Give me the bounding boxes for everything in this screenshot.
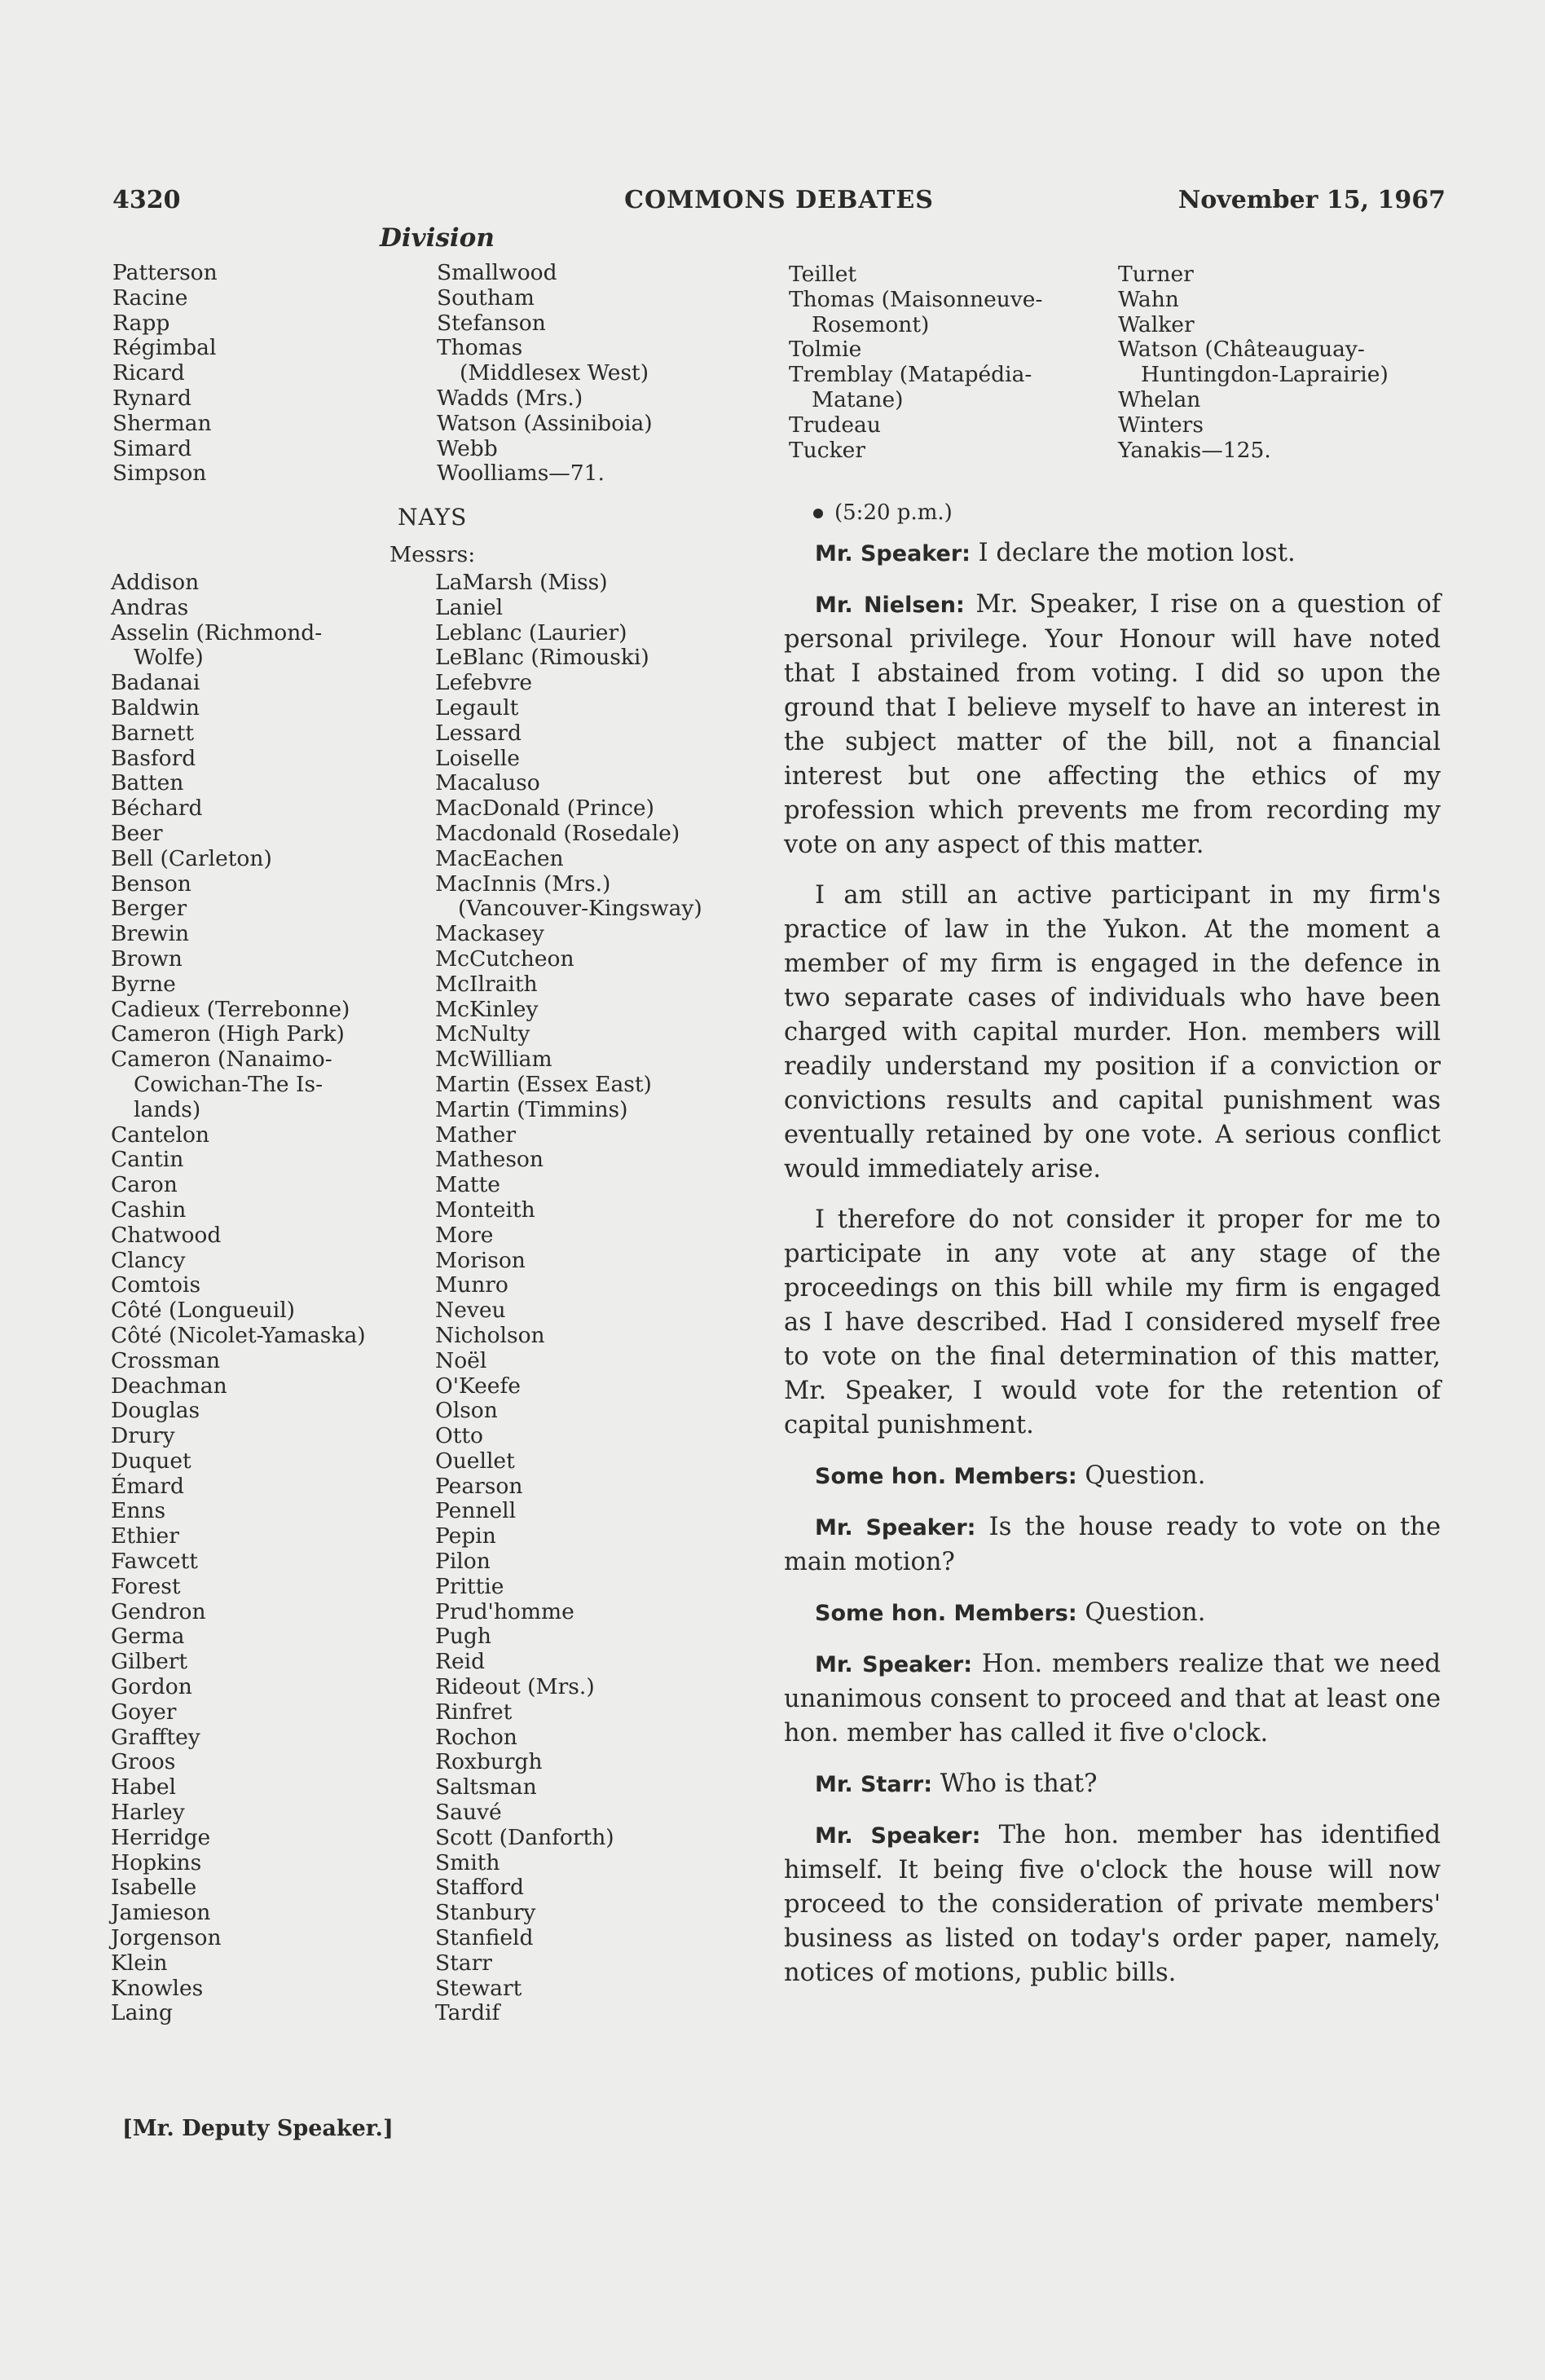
member-name: Trudeau bbox=[789, 412, 881, 438]
speaker-name: Mr. Starr: bbox=[815, 1772, 932, 1797]
member-name: Watson (Châteauguay- bbox=[1118, 337, 1365, 363]
debate-paragraph bbox=[784, 588, 1441, 862]
member-name: Cameron (Nanaimo- bbox=[111, 1047, 332, 1073]
member-name: Mackasey bbox=[435, 921, 544, 947]
member-name: Caron bbox=[111, 1172, 178, 1198]
member-name: Tremblay (Matapédia- bbox=[789, 362, 1032, 388]
member-name: Barnett bbox=[111, 720, 194, 746]
member-name: LaMarsh (Miss) bbox=[435, 570, 608, 595]
member-name: Roxburgh bbox=[435, 1749, 543, 1775]
member-name: McCutcheon bbox=[435, 945, 574, 972]
member-name: Smallwood bbox=[437, 260, 557, 285]
paragraph-text: I am still an active participant in my firm's practice of law in the Yukon. At the moment a member of my firm is engaged in the defence in two separate cases of individuals who have been charged with capital murder. Hon. members will readily understand my position if a conviction or convictions results and capital punishment was eventually retained by one vote. A serious conflict would immediately arise. bbox=[784, 881, 1441, 1183]
member-name: Laniel bbox=[435, 594, 504, 620]
page-header bbox=[112, 186, 1446, 222]
member-name: Habel bbox=[111, 1774, 177, 1800]
member-name: Tolmie bbox=[789, 337, 862, 363]
member-name: LeBlanc (Rimouski) bbox=[435, 645, 649, 671]
debate-paragraph bbox=[784, 879, 1441, 1187]
member-name: Turner bbox=[1118, 262, 1194, 287]
member-name: Macaluso bbox=[435, 770, 540, 796]
member-name: Crossman bbox=[111, 1347, 221, 1373]
member-name: Pearson bbox=[435, 1473, 523, 1499]
member-name: Chatwood bbox=[111, 1222, 222, 1248]
member-name: Pennell bbox=[435, 1498, 517, 1524]
member-name: Neveu bbox=[435, 1298, 506, 1324]
member-name: Cameron (High Park) bbox=[111, 1021, 345, 1047]
member-name: Gilbert bbox=[111, 1649, 188, 1675]
member-name: Woolliams—71. bbox=[437, 461, 605, 487]
member-name: Hopkins bbox=[111, 1849, 202, 1875]
member-name: Thomas bbox=[437, 335, 523, 361]
member-name: O'Keefe bbox=[435, 1373, 521, 1399]
member-name: Brewin bbox=[111, 921, 190, 947]
member-name: Côté (Nicolet-Yamaska) bbox=[111, 1322, 366, 1348]
debate-paragraph bbox=[784, 1459, 1441, 1494]
speaker-name: Mr. Speaker: bbox=[815, 1652, 973, 1677]
member-name: Béchard bbox=[111, 796, 203, 822]
member-name: Herridge bbox=[111, 1824, 211, 1850]
member-name: Wahn bbox=[1118, 286, 1179, 312]
member-name: Yanakis—125. bbox=[1118, 437, 1271, 463]
nays-column-2 bbox=[435, 571, 702, 2026]
member-name: Côté (Longueuil) bbox=[111, 1298, 296, 1324]
paragraph-text: Hon. members realize that we need unanimous consent to proceed and that at least one hon. member has called it five o'clock. bbox=[784, 1650, 1442, 1748]
member-name: Duquet bbox=[111, 1448, 191, 1474]
member-name: Douglas bbox=[111, 1398, 200, 1424]
member-name: McIlraith bbox=[435, 971, 538, 997]
member-name: Martin (Timmins) bbox=[435, 1096, 628, 1122]
debate-text bbox=[784, 536, 1441, 2007]
debate-paragraph bbox=[784, 1596, 1441, 1631]
member-name: Smith bbox=[435, 1849, 500, 1875]
member-name: Gendron bbox=[111, 1598, 206, 1624]
member-name: Ethier bbox=[111, 1523, 179, 1549]
member-name: Klein bbox=[111, 1950, 168, 1976]
member-name: Sauvé bbox=[435, 1800, 502, 1826]
member-name: McWilliam bbox=[435, 1047, 552, 1073]
member-name: Thomas (Maisonneuve- bbox=[789, 286, 1043, 312]
debate-paragraph bbox=[784, 1203, 1441, 1443]
member-name: Starr bbox=[435, 1950, 492, 1976]
member-name: Cashin bbox=[111, 1197, 187, 1223]
member-name: Munro bbox=[435, 1272, 508, 1298]
member-name: Cowichan-The Is- bbox=[134, 1071, 324, 1097]
member-name: Drury bbox=[111, 1423, 175, 1449]
page-number: 4320 bbox=[112, 186, 181, 214]
member-name: Noël bbox=[435, 1347, 487, 1373]
member-name: Clancy bbox=[111, 1247, 186, 1273]
member-name: Stanfield bbox=[435, 1925, 534, 1951]
speaker-name: Some hon. Members: bbox=[815, 1601, 1077, 1626]
paragraph-text: The hon. member has identified himself. It being five o'clock the house will now proceed to the consideration of private members' business as listed on today's order paper, namely, notices of motions, public bills. bbox=[784, 1821, 1441, 1987]
member-name: Stafford bbox=[435, 1875, 525, 1901]
debate-paragraph bbox=[784, 1767, 1441, 1802]
paragraph-text: Mr. Speaker, I rise on a question of personal privilege. Your Honour will have noted that I abstained from voting. I did so upon the ground that I believe myself to have an interest in the subject matter of the bill, not a financial interest but one affecting the ethics of my profession which prevents me from recording my vote on any aspect of this matter. bbox=[784, 590, 1441, 859]
footer-note: [Mr. Deputy Speaker.] bbox=[122, 2116, 394, 2141]
member-name: McNulty bbox=[435, 1021, 530, 1047]
yeas-column-2 bbox=[437, 261, 653, 487]
speaker-name: Some hon. Members: bbox=[815, 1464, 1077, 1489]
member-name: Walker bbox=[1118, 311, 1195, 337]
page-date: November 15, 1967 bbox=[1177, 186, 1446, 214]
member-name: Asselin (Richmond- bbox=[111, 619, 323, 646]
member-name: Webb bbox=[437, 435, 498, 461]
member-name: Stanbury bbox=[435, 1900, 536, 1926]
member-name: Patterson bbox=[112, 260, 218, 285]
nays-column-1 bbox=[111, 571, 366, 2026]
member-name: Germa bbox=[111, 1624, 185, 1650]
member-name: (Middlesex West) bbox=[460, 360, 649, 386]
member-name: Leblanc (Laurier) bbox=[435, 619, 627, 646]
member-name: Legault bbox=[435, 694, 519, 721]
member-name: Grafftey bbox=[111, 1724, 200, 1750]
debate-paragraph bbox=[784, 1647, 1441, 1751]
member-name: Baldwin bbox=[111, 694, 200, 721]
paragraph-text: Question. bbox=[1076, 1598, 1206, 1627]
member-name: Martin (Essex East) bbox=[435, 1071, 652, 1097]
member-name: Winters bbox=[1118, 412, 1204, 438]
member-name: Ouellet bbox=[435, 1448, 515, 1474]
paragraph-text: I declare the motion lost. bbox=[970, 539, 1296, 567]
member-name: Simard bbox=[112, 435, 192, 461]
yeas-column-1 bbox=[112, 261, 218, 487]
member-name: Simpson bbox=[112, 461, 207, 487]
bullet-icon bbox=[813, 509, 823, 518]
member-name: MacEachen bbox=[435, 845, 564, 871]
paragraph-text: Question. bbox=[1076, 1461, 1206, 1490]
speaker-name: Mr. Speaker: bbox=[815, 1515, 976, 1540]
member-name: Forest bbox=[111, 1573, 181, 1599]
member-name: Andras bbox=[111, 594, 189, 620]
paragraph-text: Is the house ready to vote on the main motion? bbox=[784, 1513, 1442, 1576]
member-name: Prud'homme bbox=[435, 1598, 574, 1624]
member-name: Rynard bbox=[112, 385, 191, 411]
member-name: Scott (Danforth) bbox=[435, 1824, 614, 1850]
member-name: Loiselle bbox=[435, 745, 520, 771]
member-name: Rochon bbox=[435, 1724, 517, 1750]
time-marker: (5:20 p.m.) bbox=[813, 500, 953, 525]
member-name: Émard bbox=[111, 1473, 184, 1499]
page-title: COMMONS DEBATES bbox=[624, 186, 934, 214]
member-name: Enns bbox=[111, 1498, 166, 1524]
member-name: Racine bbox=[112, 284, 188, 311]
member-name: Matane) bbox=[812, 386, 904, 412]
member-name: Pugh bbox=[435, 1624, 491, 1650]
member-name: Régimbal bbox=[112, 335, 217, 361]
member-name: Groos bbox=[111, 1749, 176, 1775]
member-name: Fawcett bbox=[111, 1549, 198, 1575]
member-name: MacInnis (Mrs.) bbox=[435, 870, 611, 897]
paragraph-text: Who is that? bbox=[932, 1770, 1098, 1798]
member-name: Stefanson bbox=[437, 310, 546, 336]
member-name: Saltsman bbox=[435, 1774, 537, 1800]
member-name: Whelan bbox=[1118, 386, 1201, 412]
member-name: Macdonald (Rosedale) bbox=[435, 820, 680, 846]
member-name: Southam bbox=[437, 284, 535, 311]
member-name: Stewart bbox=[435, 1975, 522, 2001]
member-name: Reid bbox=[435, 1649, 486, 1675]
member-name: Huntingdon-Laprairie) bbox=[1141, 362, 1389, 388]
member-name: Rinfret bbox=[435, 1699, 513, 1725]
member-name: Goyer bbox=[111, 1699, 177, 1725]
member-name: Olson bbox=[435, 1398, 498, 1424]
member-name: Teillet bbox=[789, 262, 857, 287]
member-name: Addison bbox=[111, 570, 200, 595]
paragraph-text: I therefore do not consider it proper for me to participate in any vote at any stage of the proceedings on this bill while my firm is engaged as I have described. Had I considered myself free to vote on the final determination of this matter, Mr. Speaker, I would vote for the retention of capital punishment. bbox=[784, 1205, 1441, 1439]
debate-paragraph bbox=[784, 1510, 1441, 1580]
member-name: Matte bbox=[435, 1172, 500, 1198]
member-name: Rideout (Mrs.) bbox=[435, 1674, 595, 1700]
member-name: Otto bbox=[435, 1423, 483, 1449]
member-name: Jorgenson bbox=[111, 1925, 222, 1951]
member-name: Cadieux (Terrebonne) bbox=[111, 996, 350, 1022]
member-name: Matheson bbox=[435, 1147, 544, 1173]
member-name: Basford bbox=[111, 745, 196, 771]
speaker-name: Mr. Speaker: bbox=[815, 1823, 981, 1849]
member-name: Gordon bbox=[111, 1674, 192, 1700]
member-name: Comtois bbox=[111, 1272, 201, 1298]
member-name: Rapp bbox=[112, 310, 170, 336]
member-name: Sherman bbox=[112, 410, 212, 436]
member-name: Lessard bbox=[435, 720, 522, 746]
member-name: Cantin bbox=[111, 1147, 184, 1173]
member-name: Morison bbox=[435, 1247, 526, 1273]
member-name: Pepin bbox=[435, 1523, 496, 1549]
member-name: (Vancouver-Kingsway) bbox=[458, 896, 702, 922]
speaker-name: Mr. Speaker: bbox=[815, 541, 971, 566]
member-name: Pilon bbox=[435, 1549, 491, 1575]
member-name: Benson bbox=[111, 870, 191, 897]
speaker-name: Mr. Nielsen: bbox=[815, 593, 965, 618]
member-name: Harley bbox=[111, 1800, 185, 1826]
right-names-column-1 bbox=[789, 262, 1042, 463]
member-name: Wolfe) bbox=[134, 645, 204, 671]
member-name: Laing bbox=[111, 2000, 173, 2026]
member-name: Nicholson bbox=[435, 1322, 545, 1348]
member-name: Byrne bbox=[111, 971, 176, 997]
member-name: Batten bbox=[111, 770, 184, 796]
member-name: McKinley bbox=[435, 996, 539, 1022]
member-name: Jamieson bbox=[111, 1900, 211, 1926]
member-name: Mather bbox=[435, 1122, 516, 1148]
member-name: Watson (Assiniboia) bbox=[437, 410, 653, 436]
member-name: More bbox=[435, 1222, 494, 1248]
member-name: Tucker bbox=[789, 437, 865, 463]
member-name: Berger bbox=[111, 896, 187, 922]
member-name: Brown bbox=[111, 945, 183, 972]
member-name: Deachman bbox=[111, 1373, 227, 1399]
member-name: Bell (Carleton) bbox=[111, 845, 272, 871]
member-name: Tardif bbox=[435, 2000, 500, 2026]
member-name: Lefebvre bbox=[435, 670, 533, 696]
member-name: Rosemont) bbox=[812, 311, 930, 337]
debate-paragraph bbox=[784, 1818, 1441, 1990]
member-name: Ricard bbox=[112, 360, 185, 386]
nays-heading: NAYS bbox=[398, 504, 468, 531]
debate-paragraph bbox=[784, 536, 1441, 571]
member-name: Isabelle bbox=[111, 1875, 197, 1901]
member-name: Beer bbox=[111, 820, 163, 846]
member-name: Cantelon bbox=[111, 1122, 209, 1148]
division-title: Division bbox=[380, 223, 495, 253]
right-names-column-2 bbox=[1118, 262, 1389, 463]
member-name: Badanai bbox=[111, 670, 200, 696]
member-name: MacDonald (Prince) bbox=[435, 796, 654, 822]
member-name: Wadds (Mrs.) bbox=[437, 385, 583, 411]
member-name: Knowles bbox=[111, 1975, 204, 2001]
member-name: lands) bbox=[134, 1096, 201, 1122]
member-name: Prittie bbox=[435, 1573, 504, 1599]
messrs-label: Messrs: bbox=[390, 542, 476, 567]
member-name: Monteith bbox=[435, 1197, 535, 1223]
